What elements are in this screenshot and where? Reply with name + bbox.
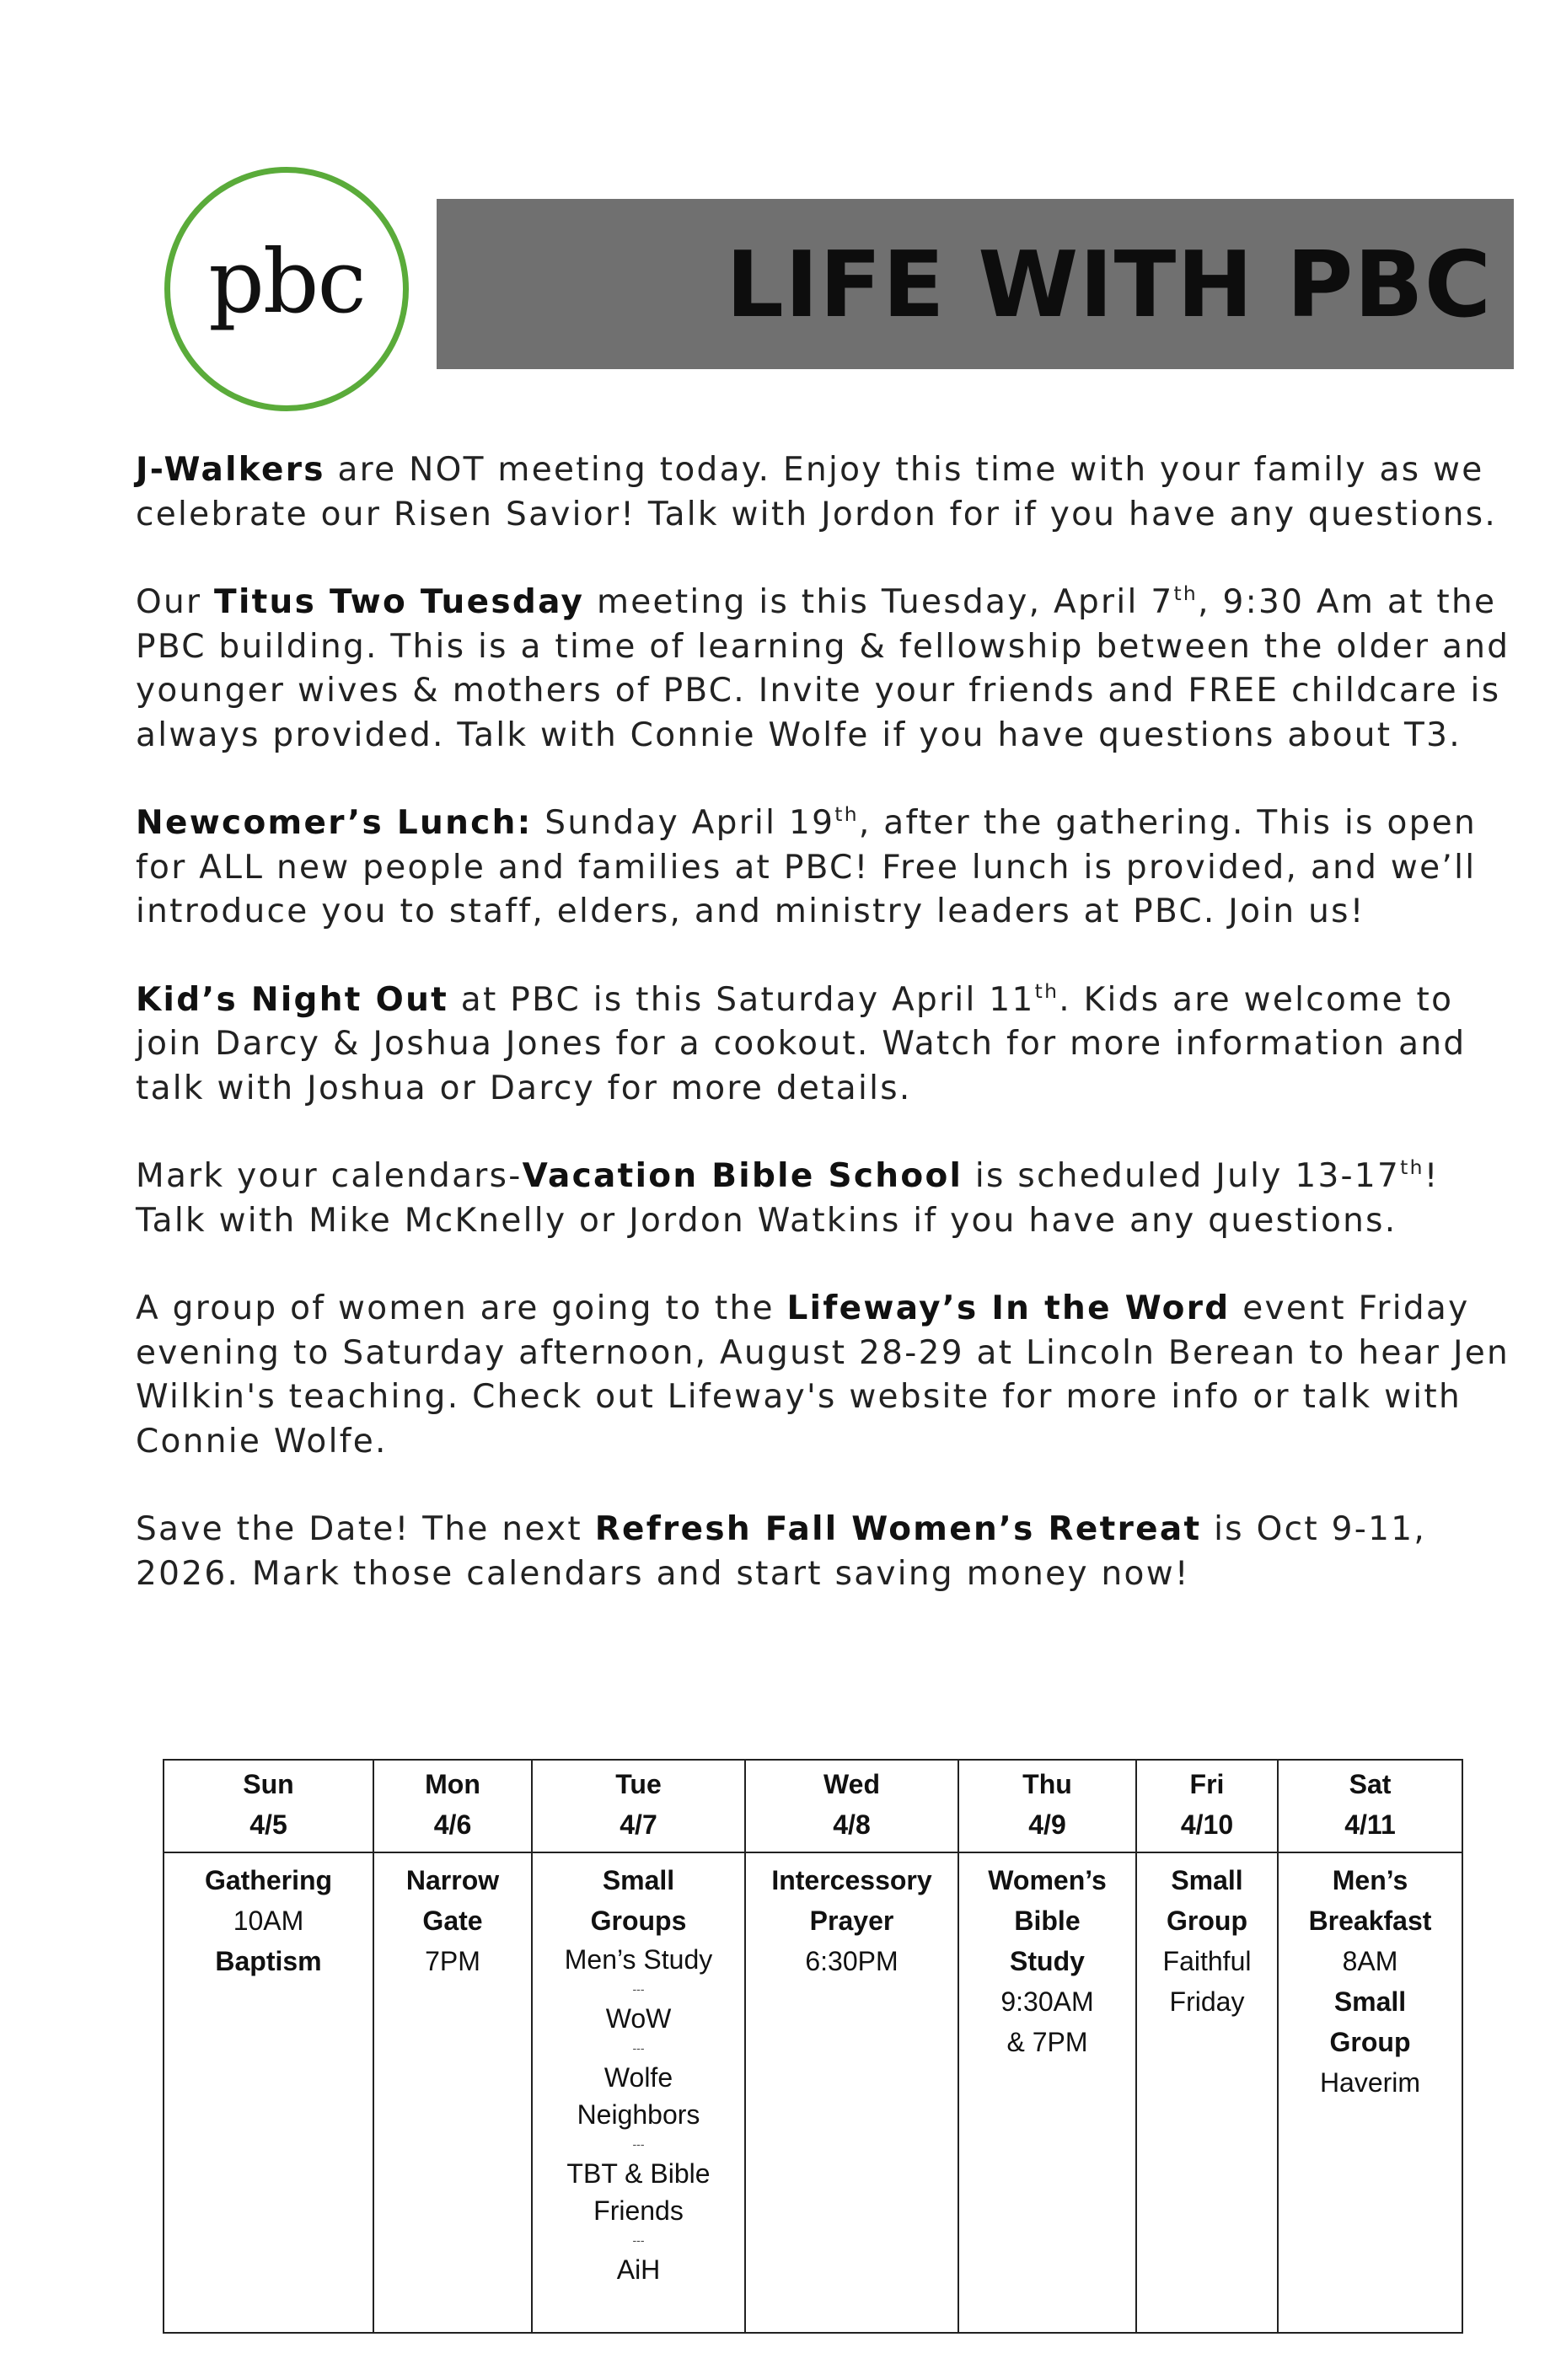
weekly-calendar bbox=[163, 1759, 1463, 2334]
calendar-cell-sun: Gathering 10AM Baptism bbox=[164, 1852, 373, 2333]
announcement-kids-night-out: Kid’s Night Out at PBC is this Saturday April 11th. Kids are welcome to join Darcy & Joshua Jones for a cookout. Watch for more information and talk with Joshua or Darcy for more details. bbox=[136, 978, 1467, 1107]
announcement-vbs: Mark your calendars-Vacation Bible School is scheduled July 13-17th! Talk with Mike McKnelly or Jordon Watkins if you have any questions. bbox=[136, 1155, 1440, 1240]
announcement-jwalkers: J-Walkers are NOT meeting today. Enjoy this time with your family as we celebrate our Risen Savior! Talk with Jordon for if you have any questions. bbox=[136, 451, 1498, 533]
calendar-day-header: Wed 4/8 bbox=[745, 1760, 958, 1852]
calendar-day-header: Mon 4/6 bbox=[373, 1760, 532, 1852]
announcement-titus-two-tuesday: Our Titus Two Tuesday meeting is this Tuesday, April 7th, 9:30 Am at the PBC building. This is a time of learning & fellowship between the older and younger wives & mothers of PBC. Invite your friends and FREE childcare is always provided. Talk with Connie Wolfe if you have questions about T3. bbox=[136, 581, 1510, 754]
announcement-newcomers-lunch: Newcomer’s Lunch: Sunday April 19th, after the gathering. This is open for ALL new people and families at PBC! Free lunch is provided, and we’ll introduce you to staff, elders, and ministry leaders at PBC. Join us! bbox=[136, 801, 1477, 930]
calendar-cell-tue: Small Groups Men’s Study --- WoW --- Wolfe Neighbors --- TBT & Bible Friends --- AiH bbox=[532, 1852, 745, 2333]
calendar-day-header: Sat 4/11 bbox=[1278, 1760, 1462, 1852]
calendar-events-row bbox=[164, 1852, 1462, 2333]
calendar-cell-fri: Small Group Faithful Friday bbox=[1136, 1852, 1278, 2333]
pbc-logo bbox=[164, 167, 409, 411]
page-title: LIFE WITH PBC bbox=[726, 233, 1492, 338]
announcement-womens-retreat: Save the Date! The next Refresh Fall Women’s Retreat is Oct 9-11, 2026. Mark those calendars and start saving money now! bbox=[136, 1510, 1427, 1593]
calendar-header-row bbox=[164, 1760, 1462, 1852]
calendar-cell-thu: Women’s Bible Study 9:30AM & 7PM bbox=[958, 1852, 1136, 2333]
title-banner bbox=[437, 199, 1514, 369]
calendar-cell-mon: Narrow Gate 7PM bbox=[373, 1852, 532, 2333]
calendar-day-header: Thu 4/9 bbox=[958, 1760, 1136, 1852]
calendar-day-header: Tue 4/7 bbox=[532, 1760, 745, 1852]
logo-text: pbc bbox=[208, 230, 365, 333]
calendar-cell-sat: Men’s Breakfast 8AM Small Group Haverim bbox=[1278, 1852, 1462, 2333]
announcement-lifeway: A group of women are going to the Lifeway’s In the Word event Friday evening to Saturday afternoon, August 28-29 at Lincoln Berean to hear Jen Wilkin's teaching. Check out Lifeway's website for more info or talk with Connie Wolfe. bbox=[136, 1289, 1510, 1461]
calendar-day-header: Fri 4/10 bbox=[1136, 1760, 1278, 1852]
announcements bbox=[136, 448, 1518, 1640]
calendar-cell-wed: Intercessory Prayer 6:30PM bbox=[745, 1852, 958, 2333]
calendar-day-header: Sun 4/5 bbox=[164, 1760, 373, 1852]
